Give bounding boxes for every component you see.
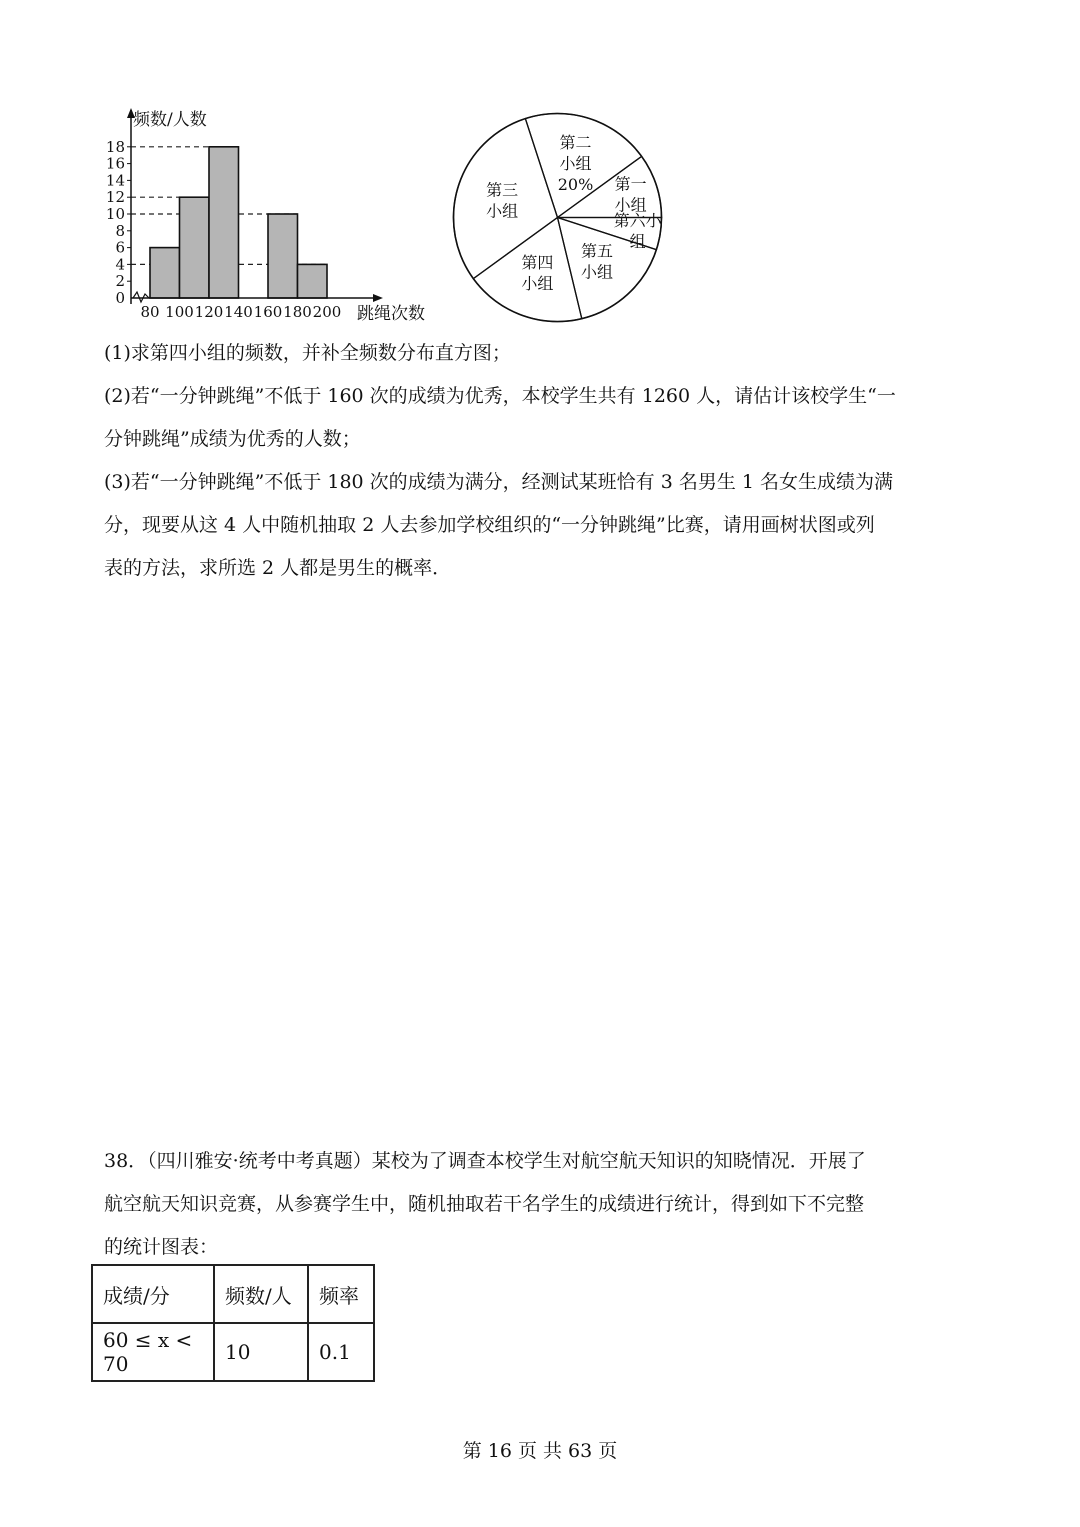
histogram-bars: [150, 147, 327, 298]
histogram-x-label: 跳绳次数: [357, 304, 425, 324]
group-pie-chart: [445, 105, 670, 330]
x-axis-arrow: [373, 294, 383, 302]
axis-break-mark: [133, 292, 149, 302]
table-cell: 10: [214, 1323, 308, 1381]
histogram-bar: [150, 248, 180, 298]
histogram-y-label: 频数/人数: [133, 110, 207, 130]
x-tick-label: 120: [194, 303, 224, 321]
frequency-histogram: [95, 100, 440, 330]
x-tick-label: 160: [253, 303, 283, 321]
problem-38-line-3: 的统计图表：: [104, 1236, 219, 1258]
pie-slice-label: 第五小组: [581, 241, 614, 282]
y-tick-label: 4: [115, 255, 125, 274]
y-tick-label: 10: [105, 205, 125, 223]
page-footer: 第 16 页 共 63 页: [462, 1440, 618, 1462]
x-tick-label: 200: [312, 303, 342, 321]
question-3-line-2: 分，现要从这 4 人中随机抽取 2 人去参加学校组织的“一分钟跳绳”比赛，请用画树状图或列: [104, 514, 875, 536]
y-tick-label: 18: [105, 137, 125, 156]
score-table: [91, 1264, 375, 1382]
pie-slice-label: 第四小组: [521, 253, 554, 294]
x-tick-label: 100: [165, 303, 194, 321]
table-header-cell: 成绩/分: [92, 1265, 214, 1323]
question-2-line-1: (2)若“一分钟跳绳”不低于 160 次的成绩为优秀，本校学生共有 1260 人，请估计该校学生“一: [104, 385, 896, 407]
histogram-bar: [268, 214, 298, 298]
histogram-x-ticks: [140, 303, 341, 321]
pie-slice-label: 第二小组 20%: [557, 133, 594, 195]
y-tick-label: 14: [105, 171, 125, 190]
table-header-cell: 频率: [308, 1265, 374, 1323]
pie-slice-label: 第三小组: [486, 180, 519, 221]
y-tick-label: 12: [105, 188, 125, 207]
y-tick-label: 16: [105, 154, 125, 173]
table-cell: 60 ≤ x < 70: [92, 1323, 214, 1381]
table-header-row: [92, 1265, 374, 1323]
histogram-y-ticks: [106, 138, 131, 307]
y-tick-label: 0: [115, 289, 125, 307]
question-1: (1)求第四小组的频数，并补全频数分布直方图；: [104, 342, 511, 364]
problem-38-line-2: 航空航天知识竞赛，从参赛学生中，随机抽取若干名学生的成绩进行统计，得到如下不完整: [104, 1193, 865, 1215]
pie-slice-label: 第一小组: [614, 174, 647, 215]
y-tick-label: 8: [115, 221, 125, 240]
table-header-cell: 频数/人: [214, 1265, 308, 1323]
table-row: [92, 1323, 374, 1381]
y-tick-label: 2: [115, 272, 125, 291]
table-cell: 0.1: [308, 1323, 374, 1381]
question-2-line-2: 分钟跳绳”成绩为优秀的人数；: [104, 428, 361, 450]
histogram-bar: [180, 197, 210, 298]
x-tick-label: 180: [283, 303, 312, 321]
y-tick-label: 6: [115, 238, 125, 257]
question-3-line-1: (3)若“一分钟跳绳”不低于 180 次的成绩为满分，经测试某班恰有 3 名男生 1 名女生成绩为满: [104, 471, 894, 493]
problem-38-line-1: 38．（四川雅安·统考中考真题）某校为了调查本校学生对航空航天知识的知晓情况．开展了: [104, 1150, 866, 1172]
histogram-bar: [209, 147, 239, 298]
pie-slice-label: 第六小组: [613, 211, 662, 252]
histogram-bar: [298, 264, 328, 298]
question-3-line-3: 表的方法，求所选 2 人都是男生的概率．: [104, 557, 452, 579]
x-tick-label: 140: [224, 303, 253, 321]
x-tick-label: 80: [140, 303, 160, 321]
